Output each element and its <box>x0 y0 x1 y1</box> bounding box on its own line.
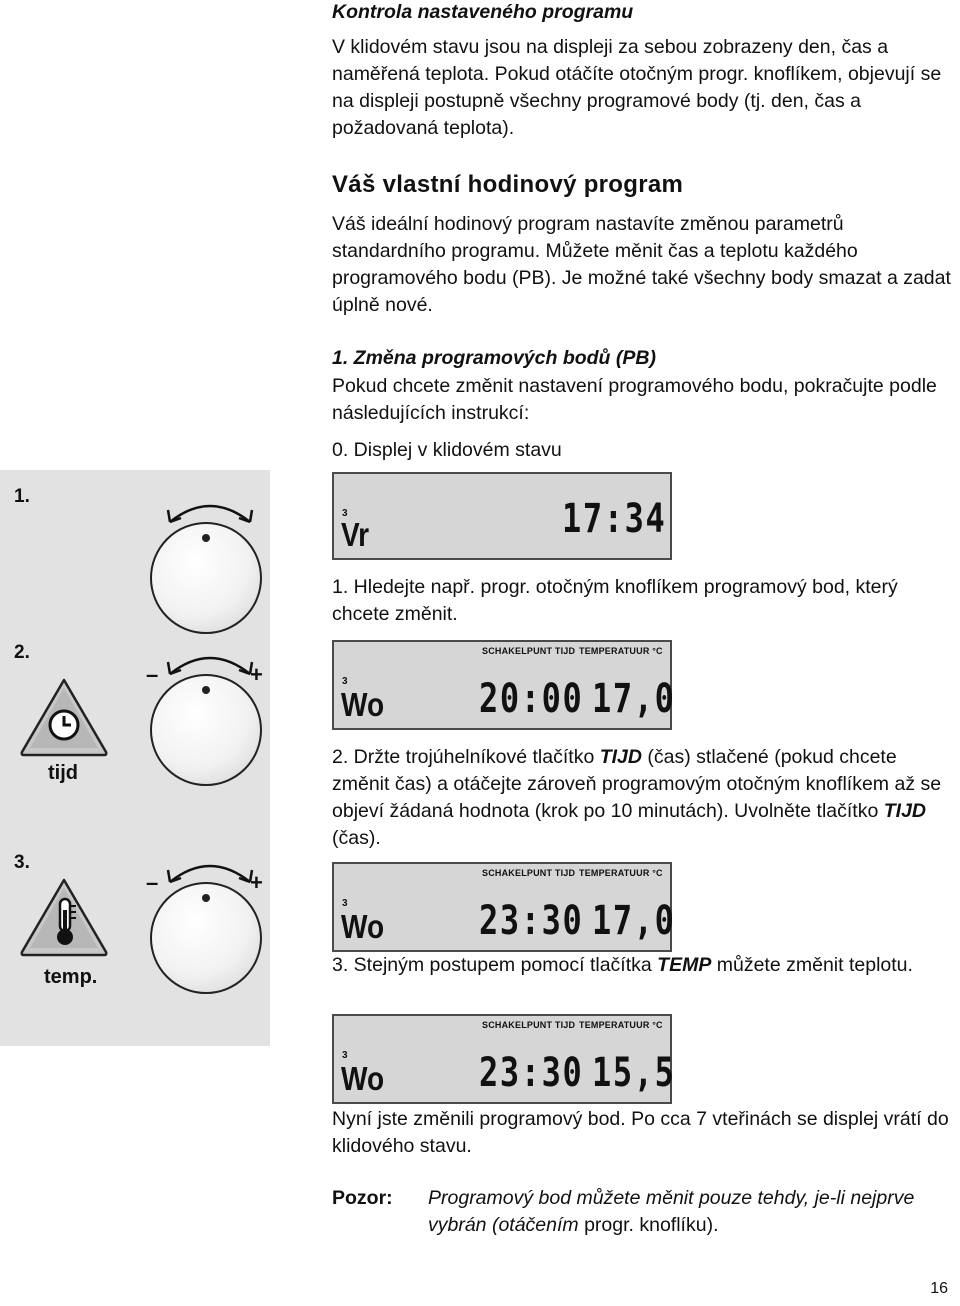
lcd-header-point: SCHAKELPUNT TIJD <box>482 868 576 878</box>
lcd-day: Wo <box>341 1060 385 1097</box>
program-knob-2[interactable] <box>150 674 262 786</box>
lcd-temperature: 15,5 <box>592 1050 676 1096</box>
section-text-change-points: Pokud chcete změnit nastavení programového bodu, pokračujte podle následujících instrukcí: <box>332 375 937 424</box>
thermometer-icon <box>50 896 80 948</box>
control-illustration-panel <box>0 470 270 1046</box>
knob-marker <box>202 686 210 694</box>
note-label: Pozor: <box>332 1187 393 1209</box>
lcd-header-temp: TEMPERATUUR °C <box>579 1020 663 1030</box>
step-2-key-tijd-2: TIJD <box>883 800 927 822</box>
lcd-display-temp-changed <box>332 1014 676 1104</box>
note-text-post: progr. knoflíku). <box>578 1214 719 1236</box>
lcd-header-temp: TEMPERATUUR °C <box>579 868 663 878</box>
program-knob-3[interactable] <box>150 882 262 994</box>
section-text-program-check: V klidovém stavu jsou na displeji za sebou zobrazeny den, čas a naměřená teplota. Pokud otáčíte otočným progr. knoflíkem, objevují se na displeji postupně všechny programové body (tj. den, čas a požadovaná teplota). <box>332 36 942 139</box>
section-title-change-points: 1. Změna programových bodů (PB) <box>332 347 656 369</box>
lcd-superscript: 3 <box>342 508 348 519</box>
step-2-mid: (čas) stlačené (pokud chcete změnit čas) a otáčejte zároveň programovým otočným knoflíkem až se objeví žádaná hodnota (krok po 10 minutách). Uvolněte tlačítko <box>332 746 942 822</box>
lcd-day: Wo <box>341 686 385 723</box>
step-2-pre: 2. Držte trojúhelníkové tlačítko <box>332 746 600 768</box>
note-text <box>428 1185 948 1239</box>
lcd-time: 23:30 <box>479 898 584 944</box>
illustration-step-3-number: 3. <box>14 852 30 873</box>
section-title-own-program: Váš vlastní hodinový program <box>332 171 684 198</box>
lcd-header-temp: TEMPERATUUR °C <box>579 646 663 656</box>
lcd-display-time-changed <box>332 862 676 952</box>
lcd-header-point: SCHAKELPUNT TIJD <box>482 646 576 656</box>
step-0-text: 0. Displej v klidovém stavu <box>332 439 562 461</box>
minus-sign: – <box>146 662 159 687</box>
step-3-key-temp: TEMP <box>657 954 712 976</box>
minus-sign: – <box>146 870 159 895</box>
step-3-pre: 3. Stejným postupem pomocí tlačítka <box>332 954 658 976</box>
lcd-superscript: 3 <box>342 1050 348 1061</box>
lcd-header-point: SCHAKELPUNT TIJD <box>482 1020 576 1030</box>
step-3-text <box>332 952 957 979</box>
tijd-label: tijd <box>48 762 78 784</box>
lcd-time: 17:34 <box>562 496 667 542</box>
section-title-program-check: Kontrola nastaveného programu <box>332 1 634 23</box>
step-1-text: 1. Hledejte např. progr. otočným knoflíkem programový bod, který chcete změnit. <box>332 576 898 625</box>
plus-sign: + <box>250 662 263 687</box>
step-3-post: můžete změnit teplotu. <box>711 954 913 976</box>
lcd-temperature: 17,0 <box>592 676 676 722</box>
plus-sign: + <box>250 870 263 895</box>
result-text: Nyní jste změnili programový bod. Po cca 7 vteřinách se displej vrátí do klidového stavu. <box>332 1108 949 1157</box>
clock-icon <box>47 708 81 742</box>
note-text-pre: Programový bod můžete měnit pouze tehdy, je-li nejprve vybrán ( <box>428 1187 915 1236</box>
lcd-day: Vr <box>341 516 370 553</box>
step-2-text <box>332 744 957 852</box>
note-text-word: otáčením <box>498 1214 579 1236</box>
knob-marker <box>202 894 210 902</box>
lcd-superscript: 3 <box>342 898 348 909</box>
lcd-time: 23:30 <box>479 1050 584 1096</box>
program-knob-1[interactable] <box>150 522 262 634</box>
section-text-own-program: Váš ideální hodinový program nastavíte změnou parametrů standardního programu. Můžete měnit čas a teplotu každého programového bodu (PB). Je možné také všechny body smazat a zadat úplně nové. <box>332 213 951 316</box>
illustration-step-2-number: 2. <box>14 642 30 663</box>
lcd-superscript: 3 <box>342 676 348 687</box>
lcd-temperature: 17,0 <box>592 898 676 944</box>
illustration-step-1-number: 1. <box>14 486 30 507</box>
step-2-key-tijd: TIJD <box>599 746 642 768</box>
temp-label: temp. <box>44 966 98 988</box>
lcd-day: Wo <box>341 908 385 945</box>
knob-marker <box>202 534 210 542</box>
step-2-post: (čas). <box>332 827 381 849</box>
lcd-time: 20:00 <box>479 676 584 722</box>
page-number: 16 <box>930 1280 948 1297</box>
lcd-display-point <box>332 640 676 730</box>
lcd-display-idle <box>332 472 672 560</box>
